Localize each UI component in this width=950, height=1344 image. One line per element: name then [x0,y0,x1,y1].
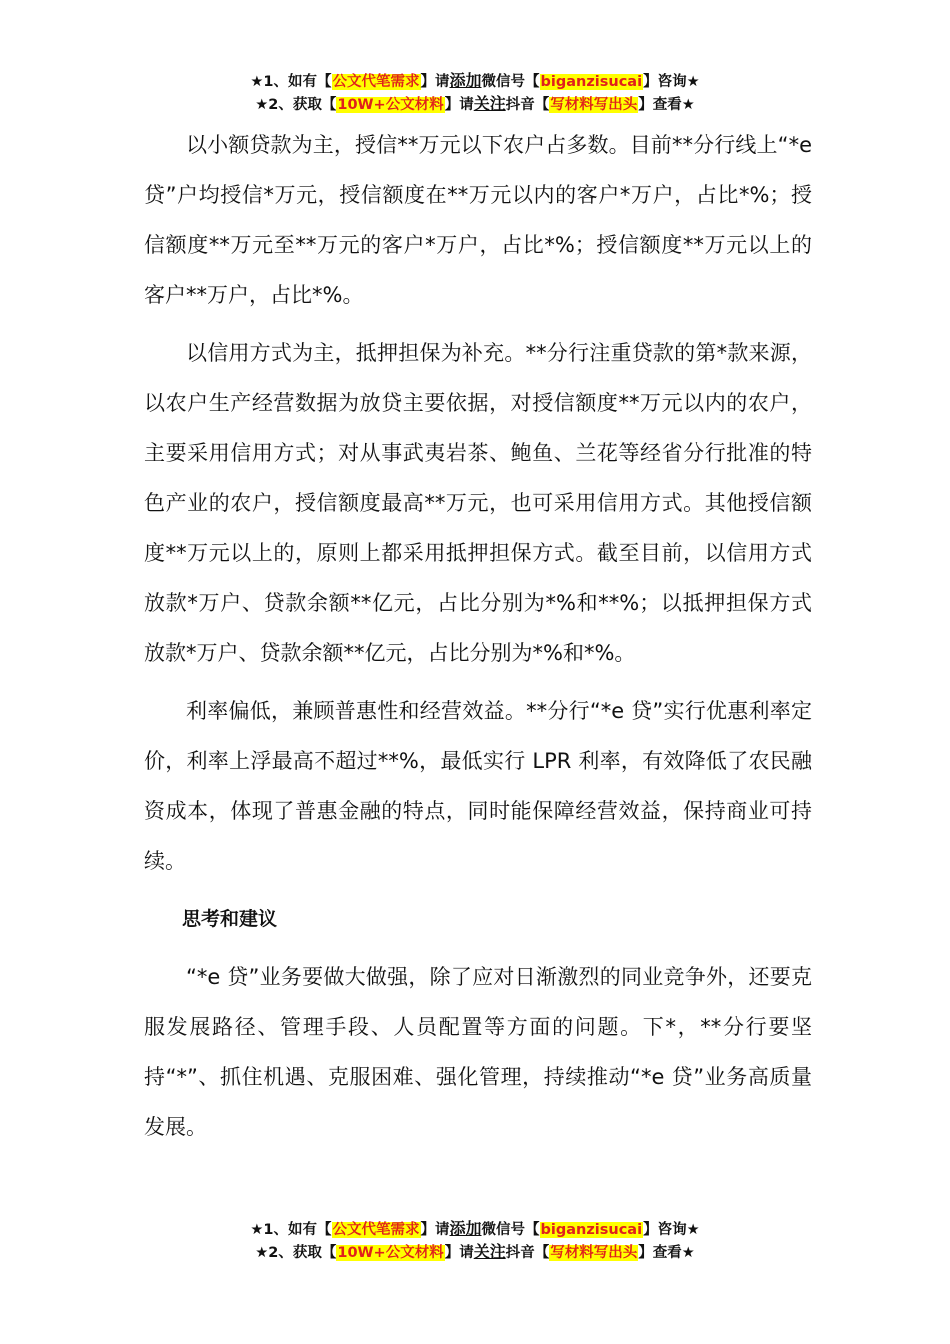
promo-text: 微信号【 [481,1222,540,1238]
promo-text: 2、获取【 [268,1245,337,1261]
star-icon: ★ [681,97,695,113]
promo-text: 】查看 [638,97,682,113]
section-heading: 思考和建议 [182,908,278,930]
star-icon: ★ [686,74,700,90]
promo-text: 1、如有【 [263,1222,332,1238]
promo-text: 】查看 [638,1245,682,1261]
paragraph-credit-method: 以信用方式为主，抵押担保为补充。**分行注重贷款的第*款来源，以农户生产经营数据为放贷主要依据，对授信额度**万元以内的农户，主要采用信用方式；对从事武夷岩茶、鲍鱼、兰花等经省分行批准的特色产业的农户，授信额度最高**万元，也可采用信用方式。其他授信额度**万元以上的，原则上都采用抵押担保方式。截至目前，以信用方式放款*万户、贷款余额**亿元，占比分别为*%和**%；以抵押担保方式放款*万户、贷款余额**亿元，占比分别为*%和*%。 [144,341,812,665]
promo-text: 2、获取【 [268,97,337,113]
promo-line-2 [0,93,950,116]
promo-text: 】咨询 [643,1222,687,1238]
promo-text: 1、如有【 [263,74,332,90]
promo-line-1 [0,70,950,93]
highlight-service: 公文代笔需求 [332,74,420,90]
promo-text: 】请 [420,1222,450,1238]
star-icon: ★ [681,1245,695,1261]
bottom-promo-banner [0,1218,950,1264]
promo-emphasis: 关注 [473,94,506,113]
highlight-wechat-id: biganzisucai [540,1222,643,1238]
promo-text: 】咨询 [643,74,687,90]
star-icon: ★ [255,97,269,113]
promo-line-2 [0,1241,950,1264]
promo-text: 】请 [444,1245,474,1261]
star-icon: ★ [255,1245,269,1261]
promo-text: 抖音【 [505,97,550,113]
promo-emphasis: 关注 [473,1242,506,1261]
highlight-service: 公文代笔需求 [332,1222,420,1238]
promo-text: 】请 [444,97,474,113]
paragraph-closing: “*e 贷”业务要做大做强，除了应对日渐激烈的同业竞争外，还要克服发展路径、管理手段、人员配置等方面的问题。下*，**分行要坚持“*”、抓住机遇、克服困难、强化管理，持续推动“*e 贷”业务高质量发展。 [144,965,812,1139]
promo-text: 微信号【 [481,74,540,90]
highlight-wechat-id: biganzisucai [540,74,643,90]
promo-emphasis: 添加 [449,71,482,90]
paragraph-loan-size: 以小额贷款为主，授信**万元以下农户占多数。目前**分行线上“*e 贷”户均授信*万元，授信额度在**万元以内的客户*万户，占比*%；授信额度**万元至**万元的客户*万户，占比*%；授信额度**万元以上的客户**万户，占比*%。 [144,133,812,307]
highlight-materials: 10W+公文材料 [337,1245,444,1261]
promo-emphasis: 添加 [449,1219,482,1238]
highlight-douyin-account: 写材料写出头 [550,97,638,113]
top-promo-banner [0,70,950,116]
star-icon: ★ [686,1222,700,1238]
star-icon: ★ [250,74,264,90]
star-icon: ★ [250,1222,264,1238]
promo-line-1 [0,1218,950,1241]
promo-text: 】请 [420,74,450,90]
document-body [144,120,812,1160]
highlight-douyin-account: 写材料写出头 [550,1245,638,1261]
highlight-materials: 10W+公文材料 [337,97,444,113]
promo-text: 抖音【 [505,1245,550,1261]
paragraph-interest-rate: 利率偏低，兼顾普惠性和经营效益。**分行“*e 贷”实行优惠利率定价，利率上浮最高不超过**%，最低实行 LPR 利率，有效降低了农民融资成本，体现了普惠金融的特点，同时能保障经营效益，保持商业可持续。 [144,699,812,873]
